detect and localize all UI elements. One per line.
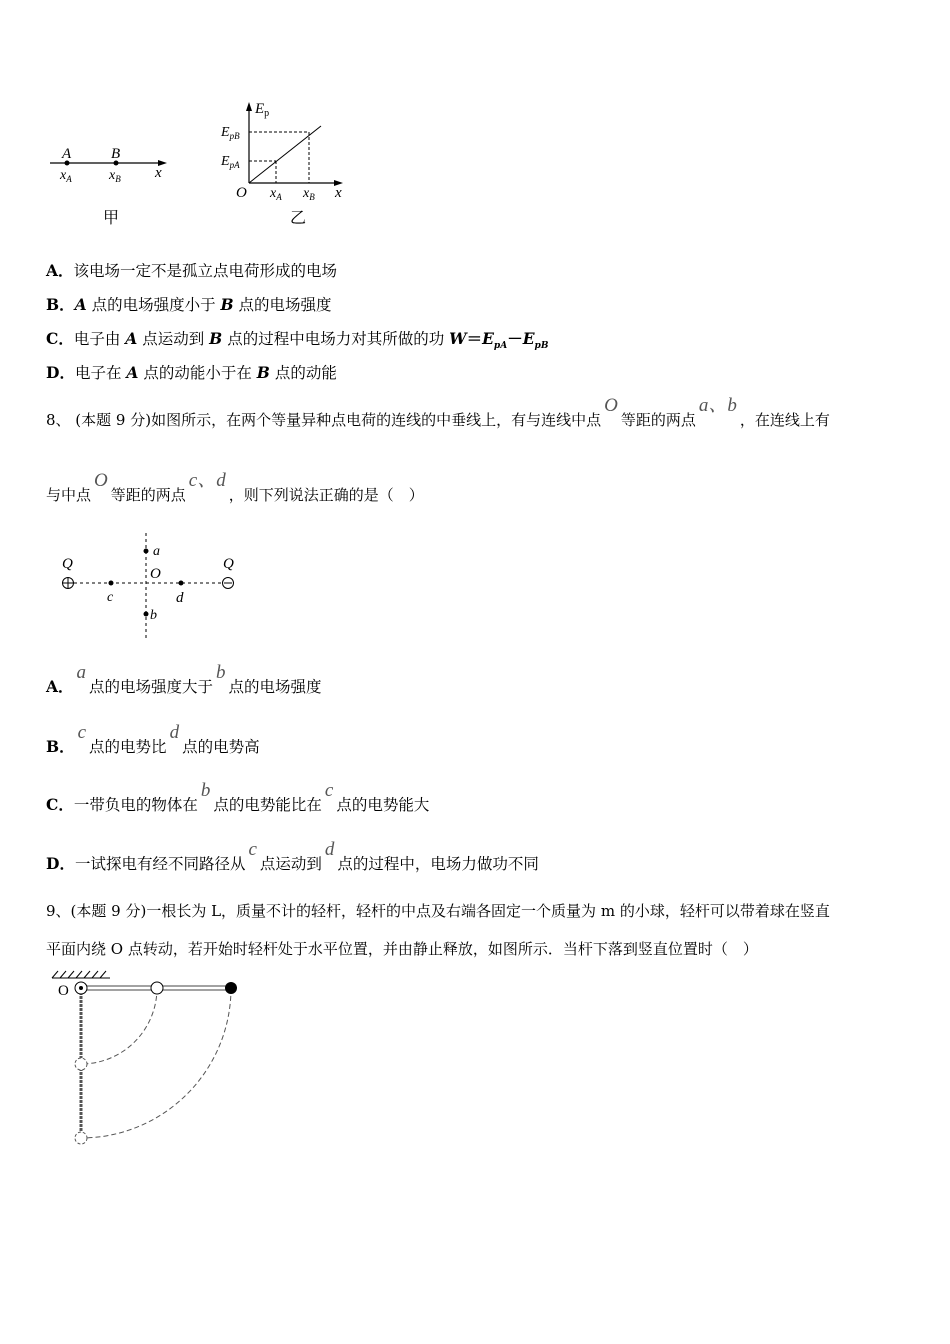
figure-jia	[45, 140, 185, 280]
svg-text:EpB: $E_{pB}$	[221, 125, 240, 141]
caption-jia: 甲	[103, 210, 120, 227]
q7-option-b[interactable]: B．A 点的电场强度小于 B 点的电场强度	[46, 295, 332, 314]
q8-stem-line1: 8、 (本题 9 分)如图所示，在两个等量异种点电荷的连线的中垂线上，有与连线中点O等距的两点a、b，在连线上有	[46, 395, 830, 429]
label-A: A	[62, 146, 72, 162]
q7-option-a[interactable]: A．该电场一定不是孤立点电荷形成的电场	[46, 261, 338, 280]
svg-text:xB: $x_B$	[303, 186, 315, 202]
svg-text:b: b	[150, 608, 157, 623]
q9-stem-line1: 9、(本题 9 分)一根长为 L，质量不计的轻杆，轻杆的中点及右端各固定一个质量为 m 的小球，轻杆可以带着球在竖直	[46, 902, 830, 920]
svg-text:x: x	[155, 165, 162, 181]
figure-charges	[40, 530, 260, 640]
svg-text:c: c	[107, 590, 114, 605]
q7-option-c[interactable]: C．电子由 A 点运动到 B 点的过程中电场力对其所做的功 $W=E_{pA}-E_{pB}$	[46, 329, 549, 352]
q8-option-c[interactable]: C．一带负电的物体在b点的电势能比在c点的电势能大	[46, 780, 430, 814]
svg-text:d: d	[176, 590, 184, 606]
q9-stem-line2: 平面内绕 O 点转动，若开始时轻杆处于水平位置，并由静止释放，如图所示．当杆下落到竖直位置时（ ）	[46, 940, 758, 958]
svg-text:O: O	[150, 566, 161, 582]
q8-option-d[interactable]: D．一试探电有经不同路径从c点运动到d点的过程中，电场力做功不同	[46, 839, 539, 873]
figure-rod	[40, 965, 260, 1150]
q8-option-a[interactable]: A．a点的电场强度大于b点的电场强度	[46, 662, 322, 696]
svg-text:EpA: $E_{pA}$	[221, 154, 240, 170]
label-B: B	[111, 146, 121, 162]
caption-yi: 乙	[290, 210, 307, 227]
svg-text:x: x	[335, 185, 342, 201]
q8-stem-line2: 与中点O等距的两点c、d，则下列说法正确的是（ ）	[46, 470, 424, 504]
svg-text:a: a	[153, 544, 160, 559]
svg-text:xA: $x_A$	[270, 186, 282, 202]
svg-text:O: O	[58, 983, 69, 999]
q8-option-b[interactable]: B．c点的电势比d点的电势高	[46, 722, 260, 756]
svg-text:Q: Q	[62, 556, 73, 572]
figure-yi	[218, 95, 358, 235]
q7-option-d[interactable]: D．电子在 A 点的动能小于在 B 点的动能	[46, 363, 337, 382]
svg-text:Q: Q	[223, 556, 234, 572]
svg-text:O: O	[236, 185, 247, 201]
svg-text:Ep: $E_p$	[255, 101, 270, 119]
svg-text:xB: $x_B$	[109, 168, 121, 184]
svg-text:xA: $x_A$	[60, 168, 72, 184]
